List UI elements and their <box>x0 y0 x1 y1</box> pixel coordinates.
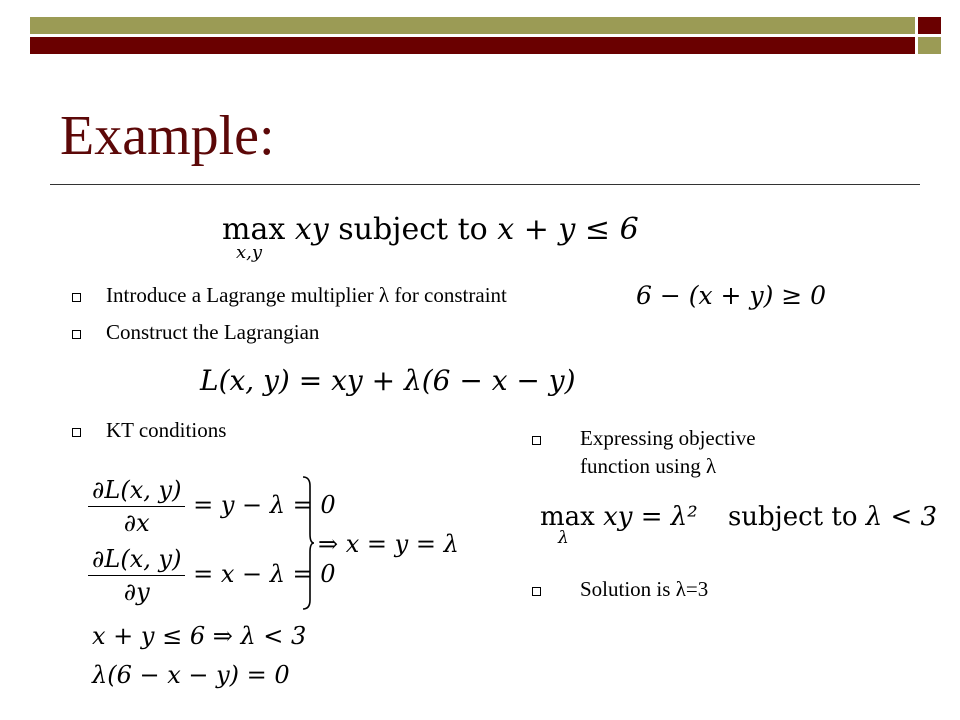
header-corner-maroon <box>918 17 941 34</box>
slide-title: Example: <box>60 105 275 167</box>
bullet-marker <box>72 428 81 437</box>
right-brace-icon <box>302 476 314 610</box>
title-divider <box>50 184 920 185</box>
bullet-expressing: Expressing objective function using λ <box>580 426 756 479</box>
lambda-obj-expression: xy = λ² <box>603 502 698 532</box>
lambda-obj-operator: max <box>540 502 595 532</box>
bullet-marker <box>72 293 81 302</box>
lambda-obj-subscript: λ <box>558 528 569 548</box>
complementary-slackness-equation: λ(6 − x − y) = 0 <box>92 661 290 689</box>
dx-denominator: ∂x <box>123 509 150 537</box>
dy-denominator: ∂y <box>123 578 150 606</box>
lambda-objective <box>540 502 938 548</box>
constraint-form-equation: 6 − (x + y) ≥ 0 <box>636 281 827 310</box>
constraint-implies-equation: x + y ≤ 6 ⇒ λ < 3 <box>92 622 307 650</box>
problem-connector: subject to <box>338 212 488 247</box>
bullet-introduce: Introduce a Lagrange multiplier λ for constraint <box>106 283 507 307</box>
problem-objective: xy <box>294 212 329 247</box>
dy-numerator: ∂L(x, y) <box>88 545 185 576</box>
problem-subscript: x,y <box>236 242 263 263</box>
header-corner-olive <box>918 37 941 54</box>
bullet-marker <box>72 330 81 339</box>
bullet-kt: KT conditions <box>106 418 227 442</box>
bullet-marker <box>532 436 541 445</box>
bullet-marker <box>532 587 541 596</box>
problem-constraint: x + y ≤ 6 <box>497 212 639 247</box>
dx-rhs: = y − λ = 0 <box>193 491 336 519</box>
kt-dx-equation <box>88 476 336 537</box>
lambda-obj-constraint: λ < 3 <box>865 502 938 532</box>
kt-dy-equation <box>88 545 336 606</box>
problem-operator: max <box>222 212 286 247</box>
header-bar-maroon <box>30 37 915 54</box>
lagrangian-equation: L(x, y) = xy + λ(6 − x − y) <box>200 364 576 397</box>
dy-rhs: = x − λ = 0 <box>193 560 336 588</box>
implies-equation: ⇒ x = y = λ <box>318 530 459 558</box>
dx-numerator: ∂L(x, y) <box>88 476 185 507</box>
header-bar-olive <box>30 17 915 34</box>
lambda-obj-connector: subject to <box>727 502 858 532</box>
problem-statement <box>222 212 639 263</box>
bullet-construct: Construct the Lagrangian <box>106 320 320 344</box>
bullet-solution: Solution is λ=3 <box>580 577 709 601</box>
